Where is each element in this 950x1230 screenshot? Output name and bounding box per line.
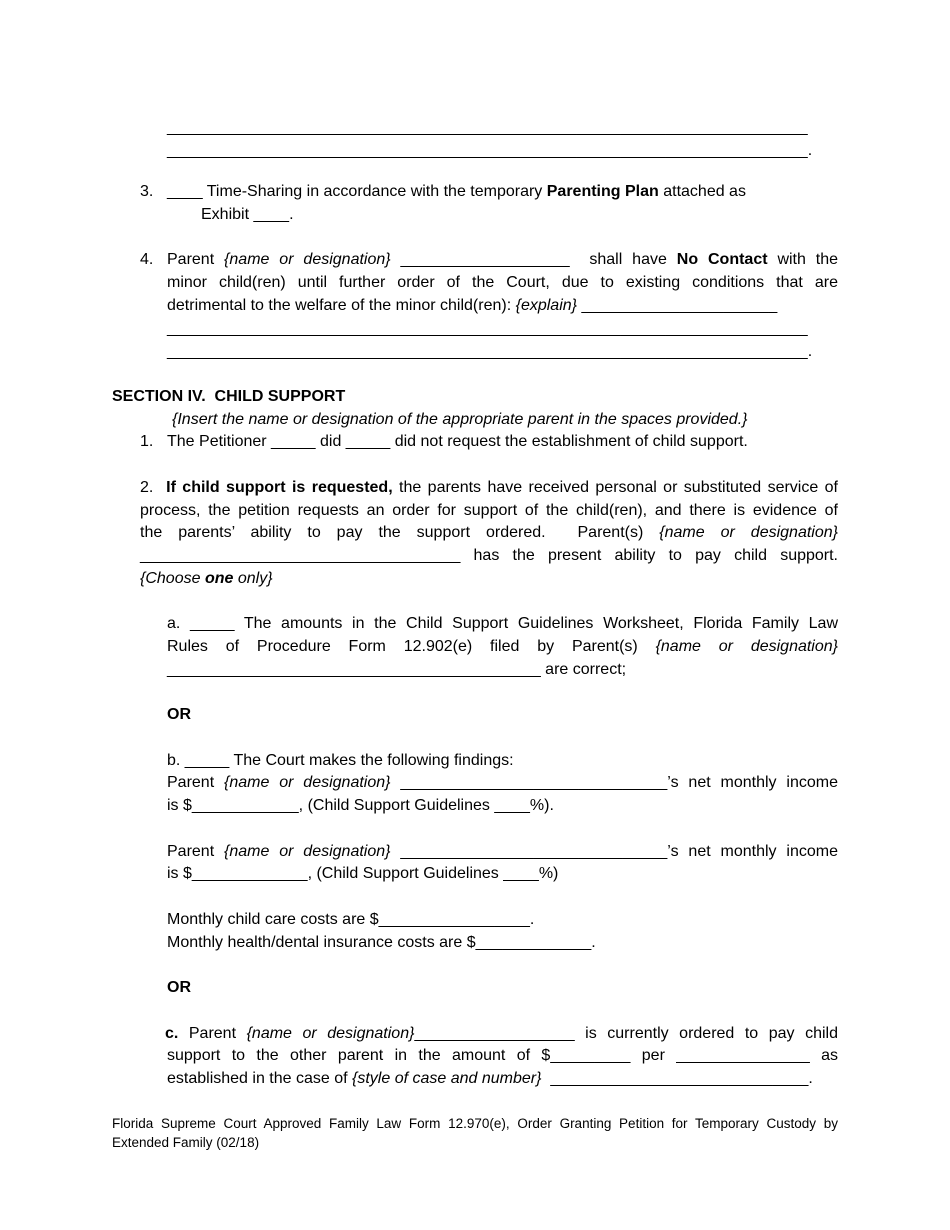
blank-line: ________________________________________________________________________. bbox=[167, 343, 813, 360]
item-number: 1. bbox=[140, 433, 154, 450]
bold-term: Parenting Plan bbox=[546, 183, 659, 200]
placeholder-text: {explain} bbox=[515, 297, 577, 314]
option-a-line-3: __________________________________________ are correct; bbox=[167, 661, 627, 678]
option-b-parent-2-income: is $_____________, (Child Support Guidelines ____%) bbox=[167, 865, 559, 882]
item-4-line-2: minor child(ren) until further order of the Court, due to existing conditions that are bbox=[167, 274, 838, 291]
insurance-costs: Monthly health/dental insurance costs are $_____________. bbox=[167, 934, 596, 951]
item-number: 3. bbox=[140, 183, 154, 200]
footer-form-title-cont: Extended Family (02/18) bbox=[112, 1135, 260, 1150]
item-4-line-1: Parent {name or designation} ___________________ shall have No Contact with the bbox=[167, 251, 839, 268]
placeholder-text: {style of case and number} bbox=[352, 1070, 542, 1087]
blank-line: ________________________________________________________________________ bbox=[167, 119, 808, 136]
placeholder-text: {name or designation} bbox=[224, 251, 391, 268]
or-separator: OR bbox=[167, 706, 191, 723]
option-c-line-3: established in the case of {style of case and number} _____________________________. bbox=[167, 1070, 813, 1087]
option-b-line-1: b. _____ The Court makes the following findings: bbox=[167, 752, 514, 769]
item-3-line-1: ____ Time-Sharing in accordance with the temporary Parenting Plan attached as bbox=[167, 183, 746, 200]
section-heading: SECTION IV. CHILD SUPPORT bbox=[112, 388, 346, 405]
placeholder-text: {name or designation} bbox=[659, 524, 838, 541]
placeholder-text: {name or designation} bbox=[655, 638, 838, 655]
option-c-line-1: c. Parent {name or designation}__________________ is currently ordered to pay child bbox=[165, 1025, 838, 1042]
option-b-parent-2: Parent {name or designation} ______________________________’s net monthly income bbox=[167, 843, 838, 860]
section-instruction: {Insert the name or designation of the appropriate parent in the spaces provided.} bbox=[172, 411, 748, 428]
choose-instruction: {Choose one only} bbox=[140, 570, 273, 587]
or-separator: OR bbox=[167, 979, 191, 996]
item-2-line-2: process, the petition requests an order for support of the child(ren), and there is evidence of bbox=[140, 502, 838, 519]
child-care-costs: Monthly child care costs are $_________________. bbox=[167, 911, 535, 928]
option-c-line-2: support to the other parent in the amount of $_________ per _______________ as bbox=[167, 1047, 838, 1064]
item-2-line-4: ____________________________________ has the present ability to pay child support. bbox=[140, 547, 838, 564]
blank-field: ____ bbox=[167, 183, 203, 200]
blank-line: ________________________________________________________________________. bbox=[167, 142, 813, 159]
option-b-parent-1-income: is $____________, (Child Support Guidelines ____%). bbox=[167, 797, 554, 814]
blank-line: ________________________________________________________________________ bbox=[167, 320, 808, 337]
option-a-line-2: Rules of Procedure Form 12.902(e) filed by Parent(s) {name or designation} bbox=[167, 638, 838, 655]
item-3-line-2: Exhibit ____. bbox=[201, 206, 294, 223]
bold-term: If child support is requested, bbox=[166, 479, 393, 496]
support-item-1: The Petitioner _____ did _____ did not request the establishment of child support. bbox=[167, 433, 748, 450]
placeholder-text: {name or designation} bbox=[246, 1025, 415, 1042]
bold-term: No Contact bbox=[676, 251, 768, 268]
item-4-line-3: detrimental to the welfare of the minor child(ren): {explain} ______________________ bbox=[167, 297, 778, 314]
placeholder-text: {name or designation} bbox=[224, 774, 391, 791]
item-number: 4. bbox=[140, 251, 154, 268]
item-2-line-1: 2. If child support is requested, the parents have received personal or substituted service of bbox=[140, 479, 838, 496]
item-2-line-3: the parents’ ability to pay the support ordered. Parent(s) {name or designation} bbox=[140, 524, 838, 541]
option-b-parent-1: Parent {name or designation} ______________________________’s net monthly income bbox=[167, 774, 838, 791]
placeholder-text: {name or designation} bbox=[224, 843, 391, 860]
option-a-line-1: a. _____ The amounts in the Child Support Guidelines Worksheet, Florida Family Law bbox=[167, 615, 838, 632]
footer-form-title: Florida Supreme Court Approved Family Law Form 12.970(e), Order Granting Petition for Temporary Custody by bbox=[112, 1116, 838, 1131]
